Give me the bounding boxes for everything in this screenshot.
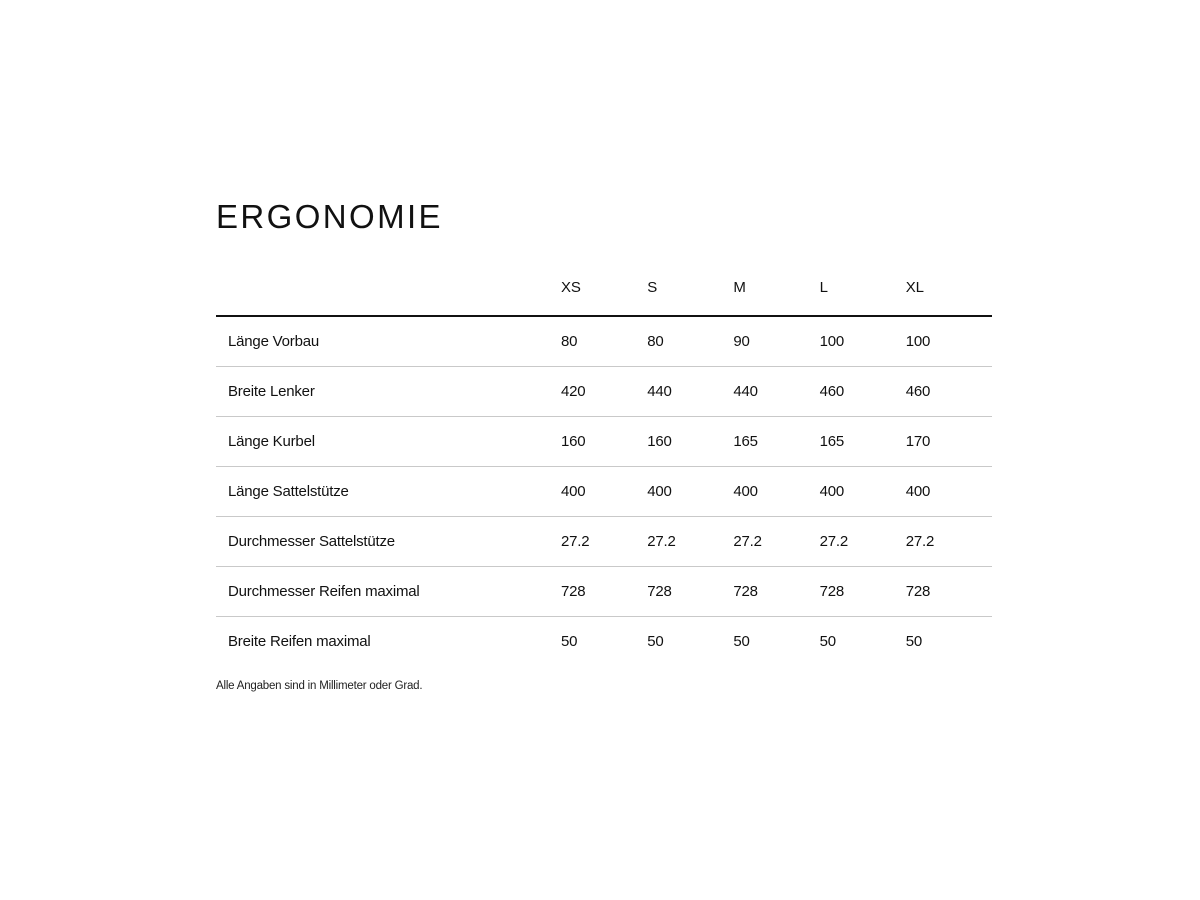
- column-header: M: [733, 276, 819, 316]
- table-cell: 27.2: [733, 517, 819, 567]
- table-row: [216, 567, 992, 617]
- row-label: Breite Reifen maximal: [228, 633, 371, 650]
- table-cell: 728: [820, 567, 906, 617]
- table-cell: 80: [561, 316, 647, 367]
- table-cell: 165: [820, 417, 906, 467]
- table-cell: 728: [561, 567, 647, 617]
- table-cell: 160: [647, 417, 733, 467]
- row-label: Länge Vorbau: [216, 316, 561, 367]
- table-cell: 100: [820, 316, 906, 367]
- column-header: L: [820, 276, 906, 316]
- table-cell: 80: [647, 316, 733, 367]
- column-header: S: [647, 276, 733, 316]
- row-label: Länge Sattelstütze: [216, 467, 561, 517]
- table-cell: 27.2: [820, 517, 906, 567]
- header-empty-cell: [216, 276, 561, 316]
- table-header-row: [216, 276, 992, 316]
- table-cell: 460: [906, 367, 992, 417]
- ergonomics-table: [216, 276, 992, 666]
- table-row: [216, 617, 992, 667]
- table-cell: 50: [905, 633, 923, 650]
- table-cell: 170: [906, 417, 992, 467]
- table-cell: 460: [820, 367, 906, 417]
- table-row: [216, 467, 992, 517]
- table-cell: 420: [561, 367, 647, 417]
- table-cell: 728: [906, 567, 992, 617]
- table-cell: 440: [647, 367, 733, 417]
- table-row: [216, 316, 992, 367]
- table-row: [216, 367, 992, 417]
- table-cell: 27.2: [647, 517, 733, 567]
- table-cell: 440: [733, 367, 819, 417]
- table-cell: 50: [647, 633, 664, 650]
- row-label: Durchmesser Sattelstütze: [216, 517, 561, 567]
- table-row: [216, 417, 992, 467]
- table-cell: 50: [561, 633, 578, 650]
- table-cell: 27.2: [906, 517, 992, 567]
- footnote: Alle Angaben sind in Millimeter oder Grad.: [216, 680, 423, 692]
- table-cell: 50: [733, 633, 750, 650]
- table-cell: 728: [647, 567, 733, 617]
- table-cell: 400: [647, 467, 733, 517]
- table-cell: 728: [733, 567, 819, 617]
- table-cell: 400: [561, 467, 647, 517]
- section-title: ERGONOMIE: [216, 198, 443, 235]
- table-cell: 165: [733, 417, 819, 467]
- ergonomics-section: [216, 196, 992, 692]
- table-cell: 90: [733, 316, 819, 367]
- row-label: Länge Kurbel: [216, 417, 561, 467]
- table-cell: 100: [906, 316, 992, 367]
- column-header: XL: [906, 276, 992, 316]
- table-row: [216, 517, 992, 567]
- table-cell: 400: [906, 467, 992, 517]
- table-cell: 400: [733, 467, 819, 517]
- table-cell: 27.2: [561, 517, 647, 567]
- row-label: Breite Lenker: [216, 367, 561, 417]
- table-cell: 50: [819, 633, 836, 650]
- column-header: XS: [561, 276, 647, 316]
- table-cell: 160: [561, 417, 647, 467]
- row-label: Durchmesser Reifen maximal: [216, 567, 561, 617]
- table-cell: 400: [820, 467, 906, 517]
